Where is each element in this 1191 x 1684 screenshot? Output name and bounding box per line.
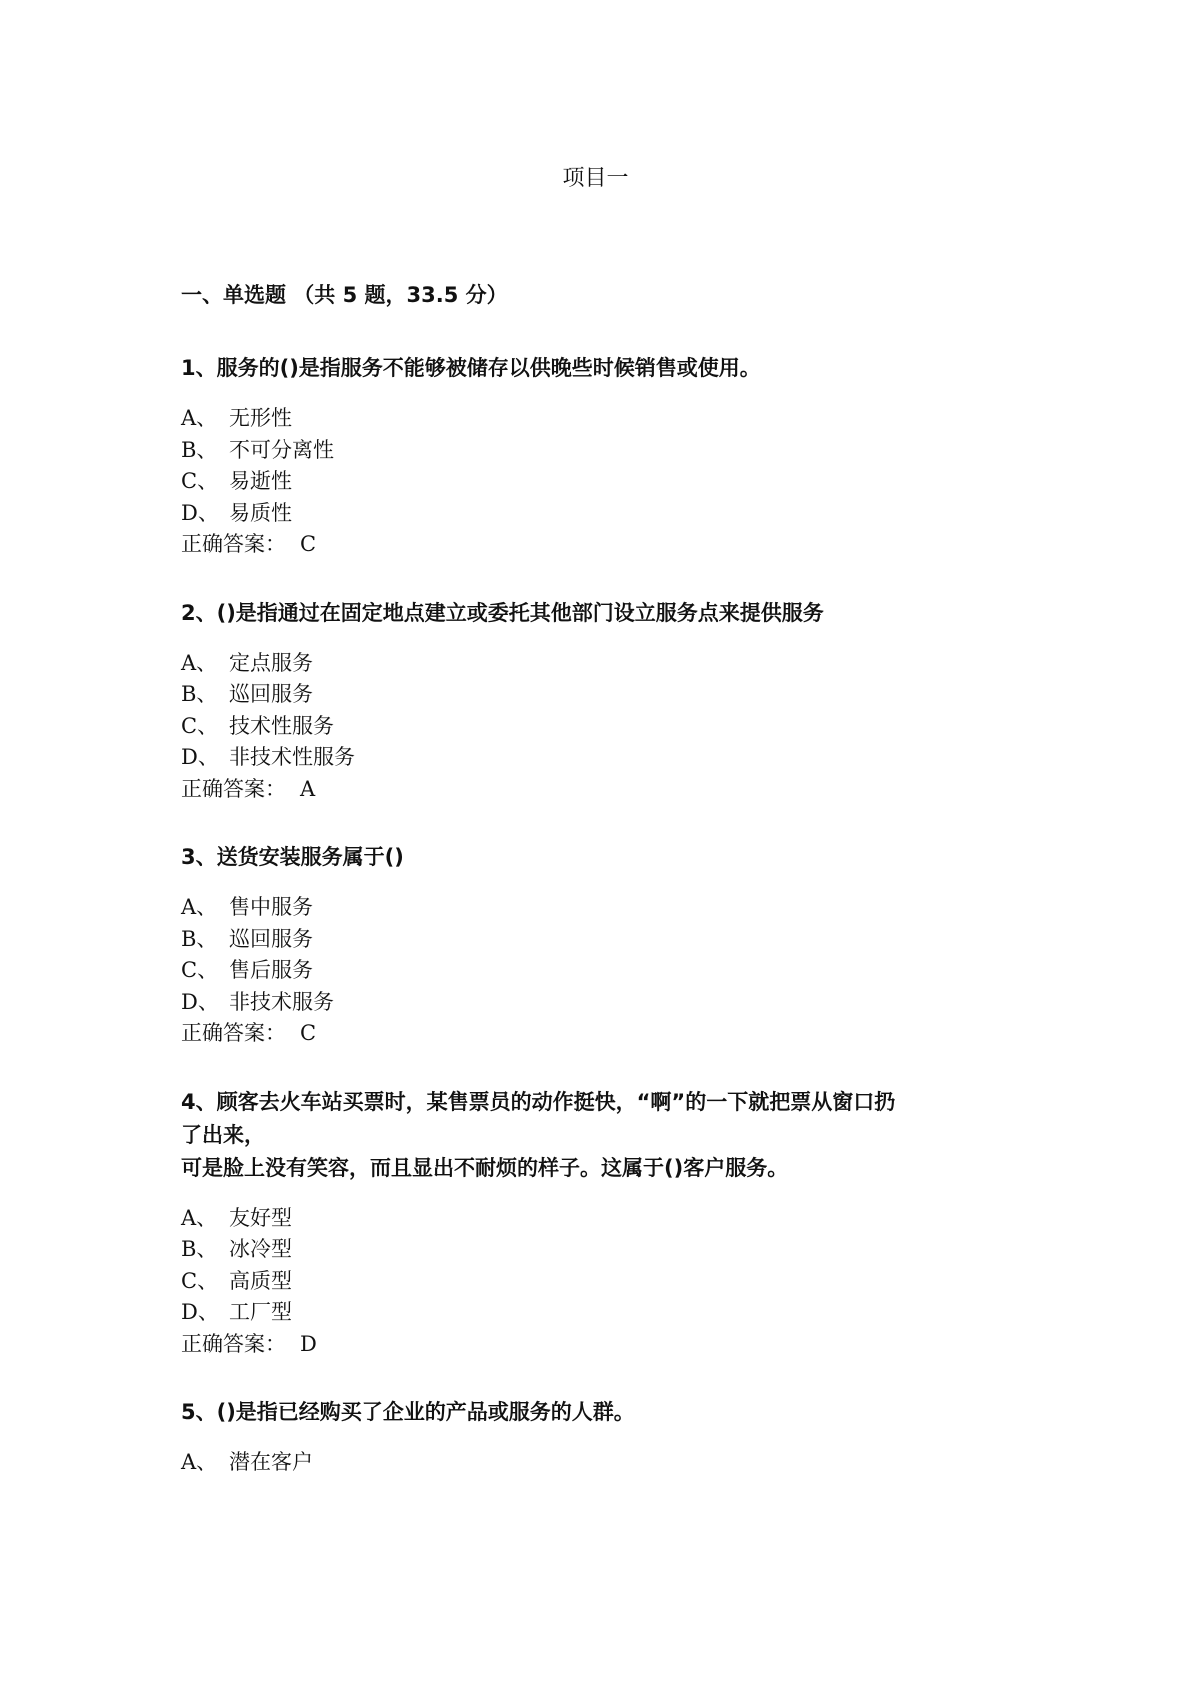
option-b	[181, 679, 1061, 711]
option-a	[181, 892, 1061, 924]
question-1	[181, 352, 1061, 561]
option-letter: A、	[181, 650, 218, 675]
question-stem	[181, 597, 1061, 630]
option-a	[181, 1447, 1061, 1479]
question-stem-line: 了出来，	[181, 1122, 265, 1147]
option-text: 友好型	[229, 1205, 292, 1230]
question-stem-line: 2、()是指通过在固定地点建立或委托其他部门设立服务点来提供服务	[181, 600, 824, 625]
answer-label: 正确答案：	[181, 776, 286, 801]
question-stem	[181, 1086, 1061, 1185]
option-letter: A、	[181, 895, 218, 919]
option-text: 易质性	[229, 500, 292, 525]
option-text: 无形性	[229, 406, 292, 430]
section-heading: 一、单选题 （共 5 题，33.5 分）	[181, 283, 508, 307]
document-title: 项目一	[562, 166, 629, 191]
answer-value: D	[300, 1331, 317, 1356]
option-a	[181, 648, 1061, 680]
option-letter: B、	[181, 1237, 218, 1261]
option-text: 巡回服务	[229, 682, 313, 706]
option-list	[181, 1203, 1061, 1329]
option-letter: C、	[181, 958, 219, 982]
option-a	[181, 1203, 1061, 1235]
answer-label: 正确答案：	[181, 1021, 286, 1045]
option-text: 技术性服务	[229, 713, 334, 738]
option-text: 定点服务	[229, 650, 313, 675]
option-a	[181, 403, 1061, 435]
answer-value: C	[300, 1021, 317, 1045]
option-b	[181, 435, 1061, 467]
answer-label: 正确答案：	[181, 1331, 286, 1356]
question-5	[181, 1396, 1061, 1479]
option-text: 易逝性	[229, 469, 292, 493]
document-body	[181, 280, 1061, 1515]
question-4	[181, 1086, 1061, 1361]
option-list	[181, 403, 1061, 529]
option-letter: C、	[181, 469, 219, 493]
option-list	[181, 1447, 1061, 1479]
correct-answer	[181, 1329, 1061, 1361]
question-stem	[181, 1396, 1061, 1429]
option-list	[181, 892, 1061, 1018]
option-c	[181, 1266, 1061, 1298]
question-stem-line: 可是脸上没有笑容，而且显出不耐烦的样子。这属于()客户服务。	[181, 1155, 789, 1180]
correct-answer	[181, 774, 1061, 806]
option-b	[181, 1234, 1061, 1266]
question-stem-line: 1、服务的()是指服务不能够被储存以供晚些时候销售或使用。	[181, 356, 761, 380]
option-text: 非技术服务	[229, 989, 334, 1014]
option-letter: C、	[181, 713, 219, 738]
option-letter: D、	[181, 1300, 219, 1324]
answer-label: 正确答案：	[181, 532, 286, 556]
option-d	[181, 987, 1061, 1019]
option-b	[181, 924, 1061, 956]
question-stem	[181, 352, 1061, 385]
option-letter: D、	[181, 989, 219, 1014]
option-letter: B、	[181, 437, 218, 462]
option-d	[181, 498, 1061, 530]
option-text: 冰冷型	[229, 1237, 292, 1261]
question-stem-line: 4、顾客去火车站买票时，某售票员的动作挺快，“啊”的一下就把票从窗口扔	[181, 1089, 896, 1114]
option-text: 潜在客户	[229, 1450, 313, 1474]
option-letter: B、	[181, 682, 218, 706]
question-stem-line: 5、()是指已经购买了企业的产品或服务的人群。	[181, 1400, 635, 1424]
option-letter: C、	[181, 1268, 219, 1293]
option-letter: A、	[181, 406, 218, 430]
answer-value: A	[300, 776, 316, 801]
question-stem	[181, 841, 1061, 874]
question-2	[181, 597, 1061, 806]
option-list	[181, 648, 1061, 774]
option-text: 不可分离性	[229, 437, 334, 462]
option-letter: A、	[181, 1450, 218, 1474]
option-text: 高质型	[229, 1268, 292, 1293]
option-text: 工厂型	[229, 1300, 292, 1324]
option-letter: B、	[181, 926, 218, 951]
option-text: 售中服务	[229, 895, 313, 919]
correct-answer	[181, 529, 1061, 561]
option-text: 巡回服务	[229, 926, 313, 951]
question-stem-line: 3、送货安装服务属于()	[181, 845, 404, 869]
option-text: 非技术性服务	[229, 745, 355, 769]
question-3	[181, 841, 1061, 1050]
option-c	[181, 466, 1061, 498]
option-c	[181, 711, 1061, 743]
option-c	[181, 955, 1061, 987]
option-letter: D、	[181, 745, 219, 769]
option-text: 售后服务	[229, 958, 313, 982]
option-letter: D、	[181, 500, 219, 525]
correct-answer	[181, 1018, 1061, 1050]
option-d	[181, 1297, 1061, 1329]
answer-value: C	[300, 532, 317, 556]
option-letter: A、	[181, 1205, 218, 1230]
option-d	[181, 742, 1061, 774]
